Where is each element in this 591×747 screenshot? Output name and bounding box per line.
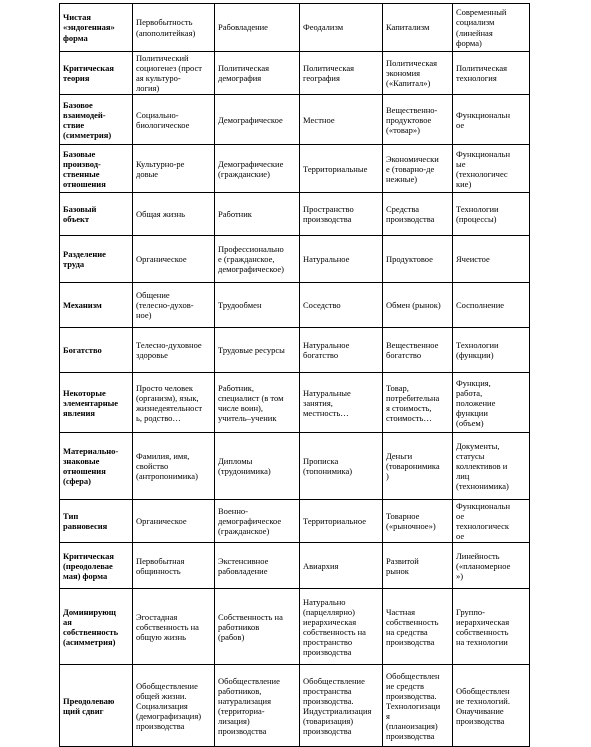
table-cell: Развитой рынок bbox=[383, 543, 453, 589]
table-cell: Средства производства bbox=[383, 193, 453, 236]
table-cell: Территориальные bbox=[300, 145, 383, 193]
table-cell: Фамилия, имя, свойство (антропонимика) bbox=[133, 433, 215, 500]
table-header-row bbox=[60, 4, 530, 52]
table-cell: Функциональн ое технологическ ое bbox=[453, 500, 530, 543]
table-cell: Органическое bbox=[133, 236, 215, 283]
table-cell: Демографические (гражданские) bbox=[215, 145, 300, 193]
table-cell: Деньги (товаронимика ) bbox=[383, 433, 453, 500]
table-cell: Собственность на работников (рабов) bbox=[215, 589, 300, 665]
table-cell: Политическая экономия («Капитал») bbox=[383, 52, 453, 95]
table-cell: Первобытная общинность bbox=[133, 543, 215, 589]
table-cell: Натуральные занятия, местность… bbox=[300, 373, 383, 433]
table-cell: Эгостадная собственность на общую жизнь bbox=[133, 589, 215, 665]
table-cell: Группо- иерархическая собственность на технологии bbox=[453, 589, 530, 665]
table-cell: Трудообмен bbox=[215, 283, 300, 328]
table-row bbox=[60, 193, 530, 236]
table-cell: Работник, специалист (в том числе воин), учитель–ученик bbox=[215, 373, 300, 433]
row-heading-cell: Разделение труда bbox=[60, 236, 133, 283]
table-cell: Феодализм bbox=[300, 4, 383, 52]
table-cell: Вещественное богатство bbox=[383, 328, 453, 373]
table-cell: Вещественно- продуктовое («товар») bbox=[383, 95, 453, 145]
table-cell: Ячеистое bbox=[453, 236, 530, 283]
table-cell: Культурно-ре довые bbox=[133, 145, 215, 193]
table-cell: Политическая демография bbox=[215, 52, 300, 95]
row-heading-cell: Чистая «эндогенная» форма bbox=[60, 4, 133, 52]
row-heading-cell: Базовые производ- ственные отношения bbox=[60, 145, 133, 193]
table-cell: Дипломы (трудонимика) bbox=[215, 433, 300, 500]
table-cell: Пространство производства bbox=[300, 193, 383, 236]
table-cell: Военно- демографическое (гражданское) bbox=[215, 500, 300, 543]
table-cell: Обобществление пространства производства. Индустриализация (товаризация) производства bbox=[300, 665, 383, 747]
table-cell: Функция, работа, положение функции (объем) bbox=[453, 373, 530, 433]
row-heading-cell: Доминирующ ая собственность (асимметрия) bbox=[60, 589, 133, 665]
table-cell: Сосполнение bbox=[453, 283, 530, 328]
table-cell: Местное bbox=[300, 95, 383, 145]
table-cell: Рабовладение bbox=[215, 4, 300, 52]
table-cell: Профессионально e (гражданское, демографическое) bbox=[215, 236, 300, 283]
table-row bbox=[60, 373, 530, 433]
table-body bbox=[60, 4, 530, 747]
table-cell: Политическая география bbox=[300, 52, 383, 95]
table-cell: Трудовые ресурсы bbox=[215, 328, 300, 373]
table-cell: Документы, статусы коллективов и лиц (технонимика) bbox=[453, 433, 530, 500]
row-heading-cell: Механизм bbox=[60, 283, 133, 328]
table-row bbox=[60, 589, 530, 665]
table-cell: Частная собственность на средства производства bbox=[383, 589, 453, 665]
table-cell: Прописка (топонимика) bbox=[300, 433, 383, 500]
table-cell: Экономически e (товарно-де нежные) bbox=[383, 145, 453, 193]
table-cell: Обобществлен ие средств производства. Технологизаци я (планоизация) производства bbox=[383, 665, 453, 747]
table-cell: Технологии (функции) bbox=[453, 328, 530, 373]
document-page bbox=[59, 3, 530, 747]
table-cell: Авиархия bbox=[300, 543, 383, 589]
table-row bbox=[60, 52, 530, 95]
table-cell: Натурально (парцеллярно) иерархическая собственность на пространство производства bbox=[300, 589, 383, 665]
row-heading-cell: Базовое взаимодей- ствие (симметрия) bbox=[60, 95, 133, 145]
table-cell: Товарное («рыночное») bbox=[383, 500, 453, 543]
table-cell: Товар, потребительна я стоимость, стоимость… bbox=[383, 373, 453, 433]
table-cell: Соседство bbox=[300, 283, 383, 328]
table-row bbox=[60, 500, 530, 543]
row-heading-cell: Материально- знаковые отношения (сфера) bbox=[60, 433, 133, 500]
table-cell: Линейность («планомерное ») bbox=[453, 543, 530, 589]
table-row bbox=[60, 433, 530, 500]
row-heading-cell: Базовый объект bbox=[60, 193, 133, 236]
table-cell: Общая жизнь bbox=[133, 193, 215, 236]
table-cell: Капитализм bbox=[383, 4, 453, 52]
table-cell: Современный социализм (линейная форма) bbox=[453, 4, 530, 52]
table-row bbox=[60, 543, 530, 589]
table-cell: Продуктовое bbox=[383, 236, 453, 283]
table-row bbox=[60, 236, 530, 283]
table-cell: Работник bbox=[215, 193, 300, 236]
table-row bbox=[60, 283, 530, 328]
table-cell: Функциональн ые (технологичес кие) bbox=[453, 145, 530, 193]
formations-comparison-table bbox=[59, 3, 530, 747]
table-cell: Экстенсивное рабовладение bbox=[215, 543, 300, 589]
table-cell: Обобществлен ие технологий. Онаучивание производства bbox=[453, 665, 530, 747]
table-cell: Политическая технология bbox=[453, 52, 530, 95]
table-cell: Телесно-духовное здоровье bbox=[133, 328, 215, 373]
table-cell: Социально- биологическое bbox=[133, 95, 215, 145]
row-heading-cell: Критическая теория bbox=[60, 52, 133, 95]
table-cell: Обобществление общей жизни. Социализация (демографизация) производства bbox=[133, 665, 215, 747]
table-row bbox=[60, 95, 530, 145]
table-cell: Первобытность (апополитейкая) bbox=[133, 4, 215, 52]
table-cell: Технологии (процессы) bbox=[453, 193, 530, 236]
table-cell: Демографическое bbox=[215, 95, 300, 145]
table-cell: Политический социогенез (прост ая культуро- логия) bbox=[133, 52, 215, 95]
table-cell: Натуральное bbox=[300, 236, 383, 283]
row-heading-cell: Преодолеваю щий сдвиг bbox=[60, 665, 133, 747]
table-row bbox=[60, 145, 530, 193]
table-cell: Территориальное bbox=[300, 500, 383, 543]
table-cell: Функциональн ое bbox=[453, 95, 530, 145]
table-row bbox=[60, 665, 530, 747]
row-heading-cell: Богатство bbox=[60, 328, 133, 373]
table-cell: Органическое bbox=[133, 500, 215, 543]
table-cell: Общение (телесно-духов- ное) bbox=[133, 283, 215, 328]
table-cell: Натуральное богатство bbox=[300, 328, 383, 373]
row-heading-cell: Некоторые элементарные явления bbox=[60, 373, 133, 433]
row-heading-cell: Критическая (преодолевае мая) форма bbox=[60, 543, 133, 589]
row-heading-cell: Тип равновесия bbox=[60, 500, 133, 543]
table-row bbox=[60, 328, 530, 373]
table-cell: Обобществление работников, натурализация (территориа- лизация) производства bbox=[215, 665, 300, 747]
table-cell: Обмен (рынок) bbox=[383, 283, 453, 328]
table-cell: Просто человек (организм), язык, жизнедеятельност ь, родство… bbox=[133, 373, 215, 433]
